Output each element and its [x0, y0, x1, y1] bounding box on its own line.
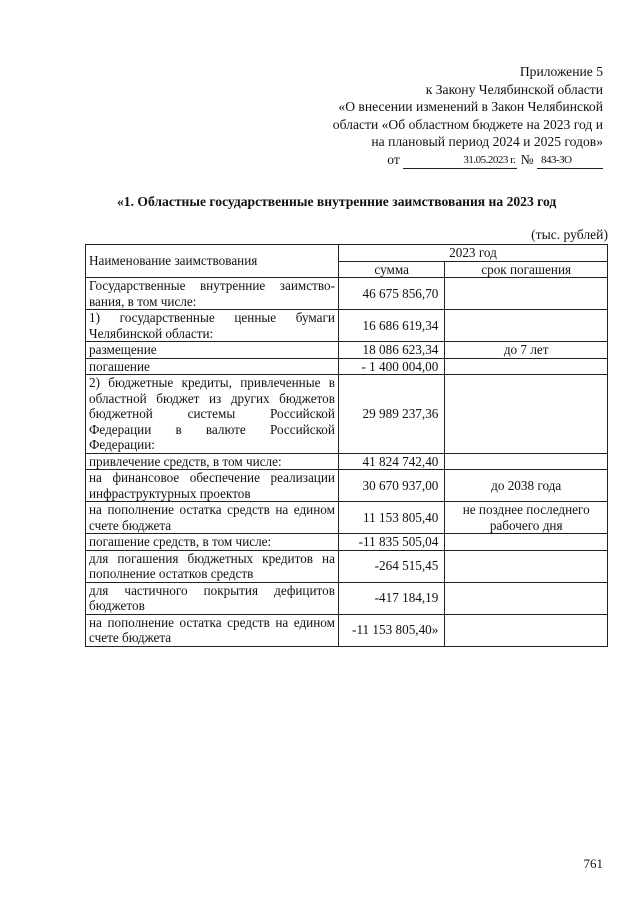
table-row	[86, 453, 608, 470]
appendix-line: области «Об областном бюджете на 2023 год и	[332, 116, 603, 132]
table-row	[86, 342, 608, 359]
borrowings-table	[85, 244, 608, 647]
law-number: 843-ЗО	[537, 153, 603, 169]
row-name: погашение средств, в том числе:	[86, 534, 339, 551]
row-sum: 41 824 742,40	[338, 453, 444, 470]
row-name: на пополнение остатка средств на едином счете бюджета	[86, 502, 339, 534]
row-sum: - 1 400 004,00	[338, 358, 444, 375]
page-number: 761	[583, 856, 603, 871]
appendix-line: на плановый период 2024 и 2025 годов»	[371, 134, 603, 150]
table-row	[86, 310, 608, 342]
row-sum: -264 515,45	[338, 550, 444, 582]
row-name: на пополнение остатка средств на едином счете бюджета	[86, 614, 339, 646]
row-term: до 2038 года	[445, 470, 608, 502]
col-header-name: Наименование заимствования	[86, 245, 339, 278]
row-term	[445, 550, 608, 582]
row-term: до 7 лет	[445, 342, 608, 359]
row-name: на финансовое обеспечение реализации инфраструктурных проектов	[86, 470, 339, 502]
table-row	[86, 534, 608, 551]
row-term	[445, 358, 608, 375]
row-sum: -11 153 805,40»	[338, 614, 444, 646]
row-sum: -417 184,19	[338, 582, 444, 614]
row-term	[445, 278, 608, 310]
table-row	[86, 582, 608, 614]
row-term	[445, 614, 608, 646]
col-header-term: срок погашения	[445, 261, 608, 278]
row-sum: 29 989 237,36	[338, 375, 444, 454]
table-row	[86, 278, 608, 310]
row-name: 2) бюджетные кредиты, привлеченные в областной бюджет из других бюджетов бюджетной системы Российской Федерации в валюте Российской Федерации:	[86, 375, 339, 454]
row-name: размещение	[86, 342, 339, 359]
law-date: 31.05.2023 г.	[403, 153, 517, 169]
row-name: Государственные внутренние заимство-вания, в том числе:	[86, 278, 339, 310]
table-row	[86, 550, 608, 582]
row-name: привлечение средств, в том числе:	[86, 453, 339, 470]
col-header-sum: сумма	[338, 261, 444, 278]
appendix-line: Приложение 5	[519, 64, 603, 79]
table-row	[86, 358, 608, 375]
col-header-year: 2023 год	[338, 245, 607, 262]
row-name: для погашения бюджетных кредитов на пополнение остатков средств	[86, 550, 339, 582]
appendix-line: «О внесении изменений в Закон Челябинской	[338, 99, 603, 115]
table-row	[86, 470, 608, 502]
units-label: (тыс. рублей)	[531, 227, 608, 242]
row-name: 1) государственные ценные бумаги Челябинской области:	[86, 310, 339, 342]
row-sum: 18 086 623,34	[338, 342, 444, 359]
table-row	[86, 502, 608, 534]
row-term	[445, 534, 608, 551]
table-header-row	[86, 245, 608, 262]
row-sum: 30 670 937,00	[338, 470, 444, 502]
table-row	[86, 614, 608, 646]
row-term	[445, 375, 608, 454]
appendix-line: к Закону Челябинской области	[425, 81, 603, 97]
section-heading: «1. Областные государственные внутренние заимствования на 2023 год	[117, 194, 557, 209]
row-sum: 16 686 619,34	[338, 310, 444, 342]
row-name: для частичного покрытия дефицитов бюджетов	[86, 582, 339, 614]
row-sum: 46 675 856,70	[338, 278, 444, 310]
row-term	[445, 453, 608, 470]
appendix-header	[333, 63, 603, 169]
row-term: не позднее последнего рабочего дня	[445, 502, 608, 534]
row-sum: 11 153 805,40	[338, 502, 444, 534]
row-name: погашение	[86, 358, 339, 375]
row-term	[445, 310, 608, 342]
row-term	[445, 582, 608, 614]
row-sum: -11 835 505,04	[338, 534, 444, 551]
table-row	[86, 375, 608, 454]
law-date-line	[333, 151, 603, 169]
date-prefix: от	[387, 151, 400, 167]
number-prefix: №	[520, 151, 534, 167]
